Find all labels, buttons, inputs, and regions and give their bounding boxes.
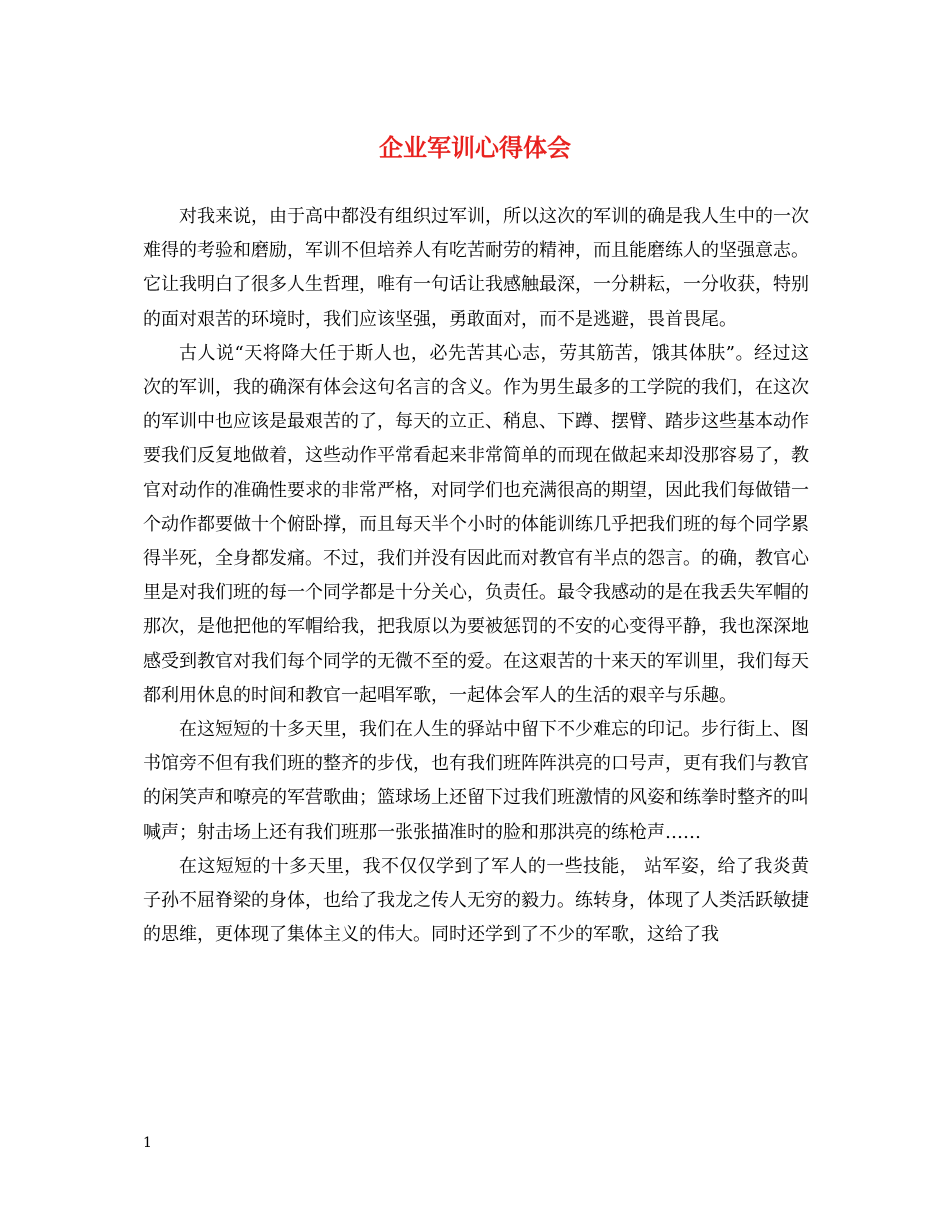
- document-title: 企业军训心得体会: [379, 133, 571, 162]
- page-number: 1: [143, 1135, 152, 1151]
- paragraph-1: 对我来说，由于高中都没有组织过军训，所以这次的军训的确是我人生中的一次难得的考验和磨励，军训不但培养人有吃苦耐劳的精神，而且能磨练人的坚强意志。它让我明白了很多人生哲理，唯有一句话让我感触最深，一分耕耘，一分收获，特别的面对艰苦的环境时，我们应该坚强，勇敢面对，而不是逃避，畏首畏尾。: [143, 206, 809, 330]
- paragraph-4: 在这短短的十多天里，我不仅仅学到了军人的一些技能， 站军姿，给了我炎黄子孙不屈脊梁的身体，也给了我龙之传人无穷的毅力。练转身，体现了人类活跃敏捷的思维，更体现了集体主义的伟大。同时还学到了不少的军歌，这给了我: [143, 855, 809, 946]
- paragraph-2: 古人说“天将降大任于斯人也，必先苦其心志，劳其筋苦，饿其体肤”。经过这次的军训，我的确深有体会这句名言的含义。作为男生最多的工学院的我们，在这次的军训中也应该是最艰苦的了，每天的立正、稍息、下蹲、摆臂、踏步这些基本动作要我们反复地做着，这些动作平常看起来非常简单的而现在做起来却没那容易了，教官对动作的准确性要求的非常严格，对同学们也充满很高的期望，因此我们每做错一个动作都要做十个俯卧撑，而且每天半个小时的体能训练几乎把我们班的每个同学累得半死，全身都发痛。不过，我们并没有因此而对教官有半点的怨言。的确，教官心里是对我们班的每一个同学都是十分关心，负责任。最令我感动的是在我丢失军帽的那次，是他把他的军帽给我，把我原以为要被惩罚的不安的心变得平静，我也深深地感受到教官对我们每个同学的无微不至的爱。在这艰苦的十来天的军训里，我们每天都利用休息的时间和教官一起唱军歌，一起体会军人的生活的艰辛与乐趣。: [143, 342, 809, 706]
- paragraph-3: 在这短短的十多天里，我们在人生的驿站中留下不少难忘的印记。步行街上、图书馆旁不但有我们班的整齐的步伐，也有我们班阵阵洪亮的口号声，更有我们与教官的闲笑声和嘹亮的军营歌曲；篮球场上还留下过我们班激情的风姿和练拳时整齐的叫喊声；射击场上还有我们班那一张张描准时的脸和那洪亮的练枪声……: [143, 719, 809, 843]
- document-body: [143, 200, 809, 952]
